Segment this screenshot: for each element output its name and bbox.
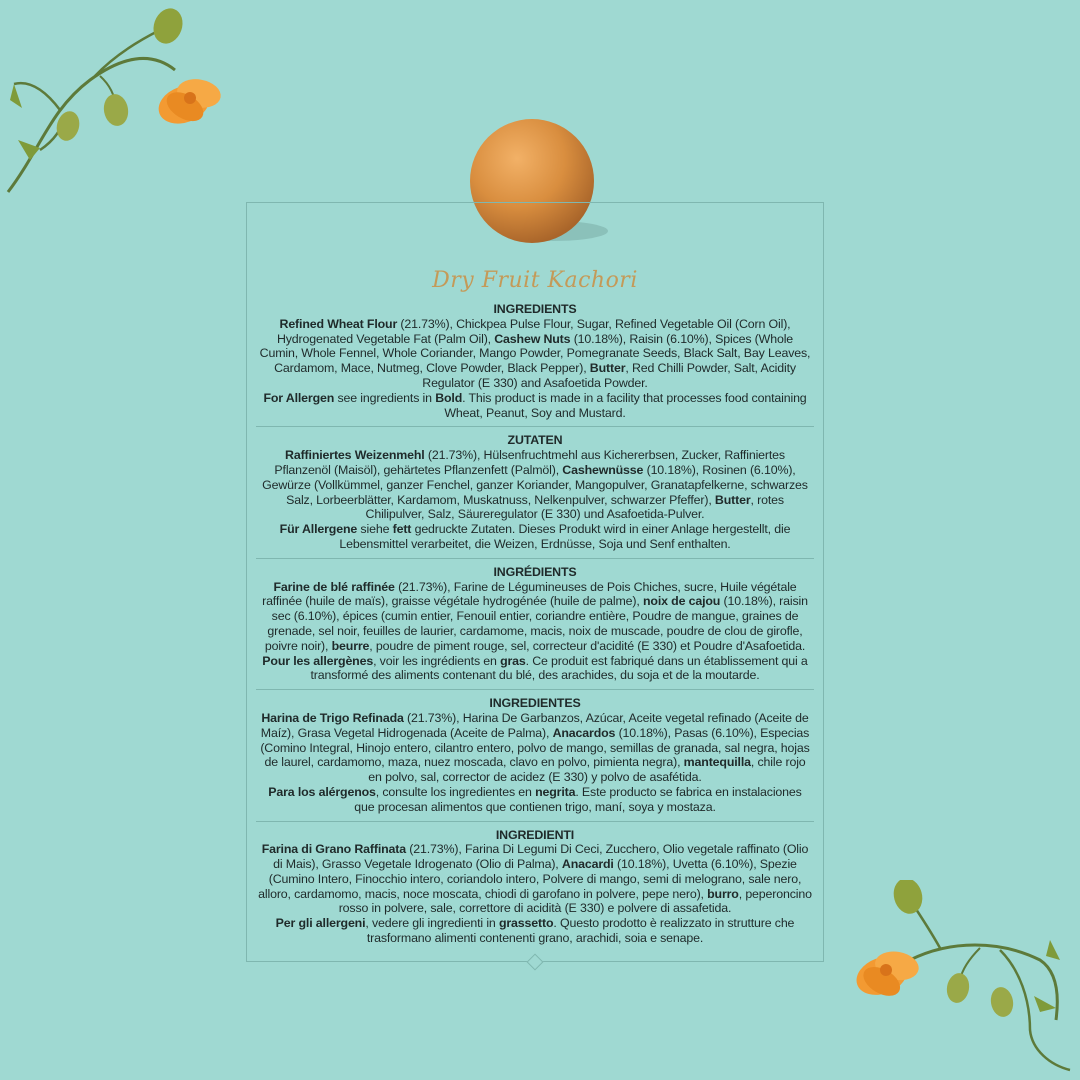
ingredient-text: , peperoncino rosso in polvere, sale, correttore di acidità (E 330) e polvere di assafetida. <box>338 886 812 916</box>
bold-ingredient-text: negrita <box>535 784 576 799</box>
section-heading: INGREDIENTS <box>493 302 577 316</box>
allergen-note <box>258 654 812 684</box>
section-heading: INGRÉDIENTS <box>493 564 577 579</box>
bold-ingredient-text: Refined Wheat Flour <box>279 316 398 331</box>
ingredient-text: (10.18%), Raisin (6.10%), Spices (Whole Cumin, Whole Fennel, Whole Coriander, Mango Powder, Pomegranate Seeds, Black Salt, Bay Leaves, Cardamom, Mace, Nutmeg, Clove Powder, Black Pepper), <box>259 331 811 376</box>
ingredient-list <box>258 711 812 785</box>
ingredient-text: (21.73%), Farine de Légumineuses de Pois Chiches, sucre, Huile végétale raffinée (huile de maïs), graisse végétale hydrogénée (huile de palme), <box>262 579 797 609</box>
ingredient-text: (21.73%), Harina De Garbanzos, Azúcar, Aceite vegetal refinado (Aceite de Maíz), Grasa Vegetal Hidrogenada (Aceite de Palma), <box>260 710 809 740</box>
ingredient-text: gedruckte Zutaten. Dieses Produkt wird in einer Anlage hergestellt, die Lebensmittel verarbeitet, die Weizen, Erdnüsse, Soja und Senf enthalten. <box>339 522 791 551</box>
ingredient-text: . Ce produit est fabriqué dans un établissement qui a transformé des aliments contenant du blé, des arachides, du soja et de la moutarde. <box>310 653 808 683</box>
bold-ingredient-text: burro <box>707 886 739 901</box>
bold-ingredient-text: Pour les allergènes <box>262 653 374 668</box>
section-heading: INGREDIENTI <box>495 827 575 842</box>
flower-branch-icon <box>850 880 1080 1080</box>
allergen-note <box>258 785 812 815</box>
bold-ingredient-text: Anacardos <box>552 725 616 740</box>
bold-ingredient-text: Per gli allergeni <box>275 916 366 931</box>
ingredient-section <box>256 558 814 689</box>
ingredient-list <box>258 842 812 916</box>
ingredient-text: , poudre de piment rouge, sel, correcteur d'acidité (E 330) et Poudre d'Asafoetida. <box>369 638 806 653</box>
ingredient-text: . This product is made in a facility that processes food containing Wheat, Peanut, Soy and Mustard. <box>444 390 807 420</box>
ingredient-section <box>256 426 814 557</box>
ingredient-text: , voir les ingrédients en <box>373 653 501 668</box>
bold-ingredient-text: Cashewnüsse <box>562 462 644 477</box>
ingredient-text: (10.18%), raisin sec (6.10%), épices (cumin entier, Fenouil entier, coriandre entière, Poudre de mangue, graines de grenade, sel noir, feuilles de laurier, cardamome, macis, noix de muscade, poudre de clou de girofle, poivre noir), <box>264 594 808 653</box>
bold-ingredient-text: Farina di Grano Raffinata <box>261 842 406 857</box>
bold-ingredient-text: grassetto <box>498 916 554 931</box>
bold-ingredient-text: Para los alérgenos <box>268 784 376 799</box>
ingredient-section <box>256 821 814 952</box>
product-title: Dry Fruit Kachori <box>432 268 638 293</box>
ingredient-text: (10.18%), Pasas (6.10%), Especias (Comino Integral, Hinojo entero, cilantro entero, polvo de mango, semillas de granada, sal negra, hojas de laurel, cardamomo, maza, nuez moscada, clavo en polvo, pimienta negra), <box>260 725 810 770</box>
bold-ingredient-text: fett <box>392 522 412 537</box>
ingredient-text: . Este producto se fabrica en instalaciones que procesan alimentos que contienen trigo, maní, soya y mostaza. <box>354 784 802 814</box>
ingredient-text: , vedere gli ingredienti in <box>365 916 499 931</box>
bold-ingredient-text: Harina de Trigo Refinada <box>261 710 404 725</box>
flower-branch-icon <box>0 0 240 200</box>
ingredient-text: (21.73%), Chickpea Pulse Flour, Sugar, Refined Vegetable Oil (Corn Oil), Hydrogenated Vegetable Fat (Palm Oil), <box>276 316 791 346</box>
bold-ingredient-text: mantequilla <box>683 755 751 770</box>
bold-ingredient-text: Anacardi <box>561 857 614 872</box>
ingredient-list <box>258 317 812 391</box>
ingredient-text: , chile rojo en polvo, sal, corrector de acidez (E 330) y polvo de asafétida. <box>368 755 806 785</box>
ingredient-text: (21.73%), Hülsenfruchtmehl aus Kichererbsen, Zucker, Raffiniertes Pflanzenöl (Maisöl), gehärtetes Pflanzenfett (Palmöl), <box>274 448 785 477</box>
ingredient-text: , rotes Chilipulver, Salz, Säureregulator (E 330) und Asafoetida-Pulver. <box>365 492 784 522</box>
ingredient-text: , Red Chilli Powder, Salt, Acidity Regulator (E 330) and Asafoetida Powder. <box>422 361 796 390</box>
bold-ingredient-text: Farine de blé raffinée <box>273 579 395 594</box>
ingredient-text: siehe <box>357 522 393 537</box>
bold-ingredient-text: gras <box>500 653 526 668</box>
bold-ingredient-text: For Allergen <box>263 390 335 405</box>
bold-ingredient-text: noix de cajou <box>642 594 721 609</box>
bold-ingredient-text: Für Allergene <box>279 522 358 537</box>
ingredient-text: , consulte los ingredientes en <box>375 784 536 799</box>
bold-ingredient-text: beurre <box>331 638 370 653</box>
ingredient-text: see ingredients in <box>334 390 436 405</box>
ingredient-text: . Questo prodotto è realizzato in strutture che trasformano alimenti contenenti grano, arachidi, soia e senape. <box>366 916 795 946</box>
allergen-note <box>258 522 812 552</box>
bold-ingredient-text: Cashew Nuts <box>494 331 571 346</box>
ingredient-text: (10.18%), Uvetta (6.10%), Spezie (Cumino Intero, Finocchio intero, coriandolo intero, Polvere di mango, semi di melograno, sale nero, alloro, cardamomo, macis, noce moscata, chiodi di garofano in polvere, pepe nero), <box>258 857 802 901</box>
allergen-note <box>258 391 812 421</box>
bold-ingredient-text: Bold <box>435 390 463 405</box>
ingredient-section <box>256 302 814 426</box>
bold-ingredient-text: Raffiniertes Weizenmehl <box>285 448 425 463</box>
ingredient-text: (21.73%), Farina Di Legumi Di Ceci, Zucchero, Olio vegetale raffinato (Olio di Mais), Grasso Vegetale Idrogenato (Olio di Palma), <box>273 842 809 872</box>
ingredient-list <box>258 580 812 654</box>
ingredient-text: (10.18%), Rosinen (6.10%), Gewürze (Vollkümmel, ganzer Fenchel, ganzer Koriander, Mangopulver, Granatapfelkerne, schwarzes Salz, Lorbeerblätter, Kardamom, Muskatnuss, Nelkenpulver, schwarzer Pfeffer), <box>262 462 808 507</box>
allergen-note <box>258 916 812 946</box>
ingredient-list <box>258 448 812 522</box>
bold-ingredient-text: Butter <box>589 361 626 376</box>
ingredients-sections <box>256 302 814 952</box>
section-heading: INGREDIENTES <box>489 696 581 711</box>
section-heading: ZUTATEN <box>507 433 563 448</box>
ingredient-section <box>256 689 814 820</box>
bold-ingredient-text: Butter <box>714 492 751 507</box>
